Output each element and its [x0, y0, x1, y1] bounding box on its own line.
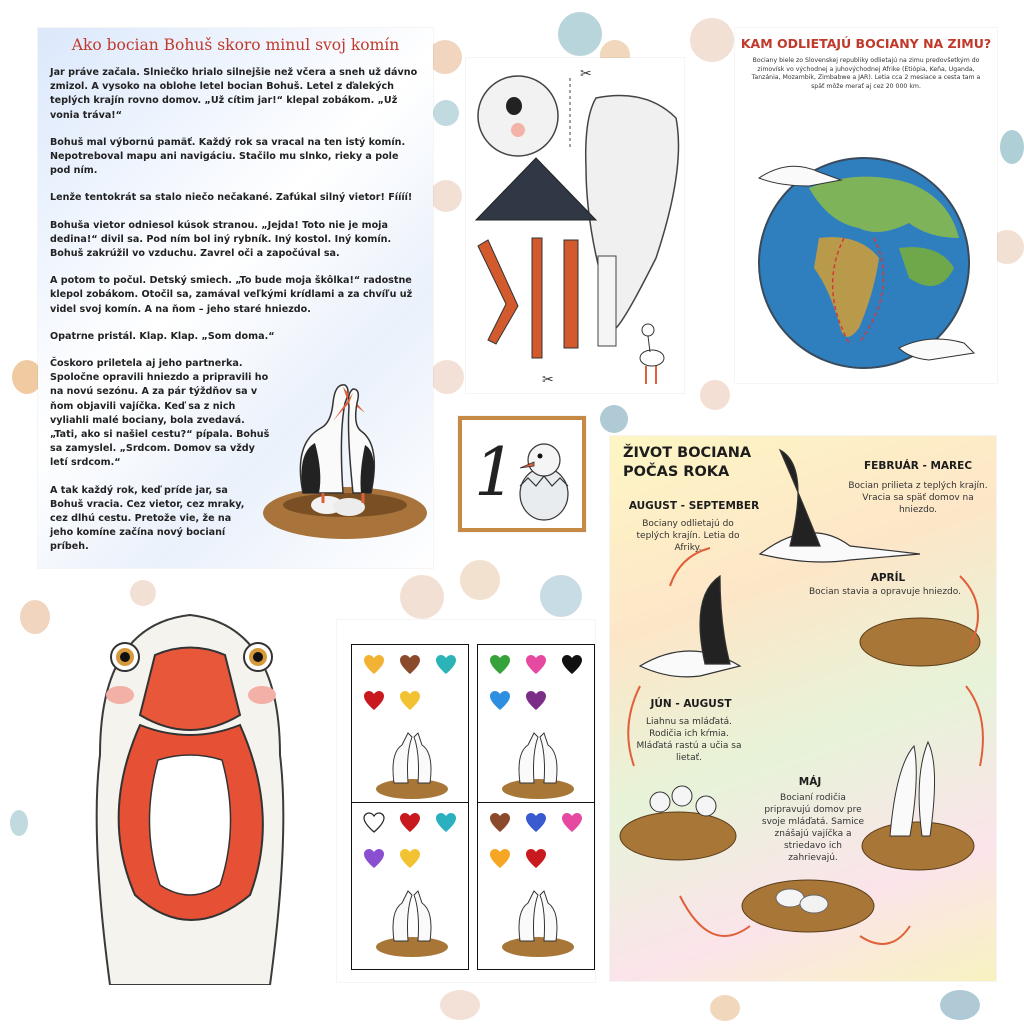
stork-head-mask — [40, 585, 340, 985]
stage-text: Bociany odlietajú do teplých krajín. Letia do Afriky. — [636, 519, 740, 553]
stork-nest-icon — [372, 881, 452, 961]
stork-head-illustration — [40, 585, 340, 985]
heart-icon — [398, 847, 422, 871]
stork-cutout-pieces — [466, 58, 684, 393]
heart-icon — [560, 811, 584, 835]
globe-title: KAM ODLIETAJÚ BOCIANY NA ZIMU? — [740, 36, 992, 51]
stork-couple-nest-illustration — [253, 373, 433, 543]
globe-description: Bociany biele zo Slovenskej republiky odlietajú na zimu predovšetkým do zimovísk vo východnej a juhovýchodnej Afrike (Etiópia, Keňa, Uganda, Tanzánia, Mozambik, Zimbabwe a JAR). Letia cca 2 mesiace a cesta tam a späť môže merať aj cez 20 000 km. — [751, 57, 981, 90]
stork-nest-icon — [372, 723, 452, 803]
heart-icon — [362, 847, 386, 871]
nest-icon — [620, 812, 736, 860]
flying-stork-icon — [760, 450, 920, 562]
stage-text: Bocianí rodičia pripravujú domov pre svoje mláďatá. Samice znášajú vajíčka a striedavo ich zahrievajú. — [761, 793, 865, 863]
stage-text: Liahnu sa mláďatá. Rodičia ich kŕmia. Mláďatá rastú a učia sa lietať. — [636, 717, 742, 763]
heart-icon — [434, 811, 458, 835]
heart-icon — [524, 653, 548, 677]
globe-map-illustration — [749, 128, 989, 378]
heart-icon — [434, 653, 458, 677]
chick-in-egg-icon — [512, 430, 576, 522]
flying-stork-icon — [640, 576, 740, 677]
life-title-line-1: ŽIVOT BOCIANA — [623, 445, 752, 461]
number-card — [458, 416, 586, 532]
heart-card — [351, 644, 469, 812]
heart-icon — [488, 653, 512, 677]
heart-card — [477, 802, 595, 970]
stork-nest-icon — [498, 881, 578, 961]
heart-icon — [398, 653, 422, 677]
story-paragraph: Lenže tentokrát sa stalo niečo nečakané. Zafúkal silný vietor! Fíííí! — [50, 192, 413, 204]
story-title: Ako bocian Bohuš skoro minul svoj komín — [71, 36, 400, 54]
migration-globe-page — [735, 28, 997, 383]
card-number: 1 — [474, 434, 516, 511]
life-cycle-illustration — [610, 436, 996, 981]
stage-heading: AUGUST - SEPTEMBER — [628, 500, 760, 512]
svg-text:✂: ✂ — [580, 66, 592, 82]
heart-icon — [524, 811, 548, 835]
story-paragraph: Bohuša vietor odniesol kúsok stranou. „Jejda! Toto nie je moja dedina!“ divil sa. Pod ním bol iný rybník. Iný kostol. Iný komín. Bohuš zakrúžil vo vzduchu. Zavrel oči a započúval sa. — [50, 219, 392, 260]
story-paragraph: Jar práve začala. Slniečko hrialo silnejšie než včera a sneh už dávno zmizol. A vysoko na oblohe letel bocian Bohuš. Letel z ďalekých teplých krajín rovno domov. „Už cítim jar!“ klepal zobákom. „Už vonia tráva!“ — [50, 67, 418, 121]
heart-icon — [362, 811, 386, 835]
heart-icon — [398, 689, 422, 713]
stork-life-cycle-page — [610, 436, 996, 981]
stork-nest-icon — [498, 723, 578, 803]
heart-icon — [398, 811, 422, 835]
heart-icon — [362, 653, 386, 677]
heart-icon — [488, 689, 512, 713]
story-paragraph: A tak každý rok, keď príde jar, sa Bohuš vracia. Cez vietor, cez mraky, cez dlhú cestu. Pretože vie, že na jeho komíne začína nový bocianí príbeh. — [50, 484, 245, 553]
stage-heading: FEBRUÁR - MAREC — [863, 460, 973, 472]
story-paragraph: Čoskoro priletela aj jeho partnerka. Spoločne opravili hniezdo a pripravili ho na novú sezónu. A za pár týždňov sa v ňom objavili vajíčka. Keď sa z nich vyliahli malé bociany, bola zvedavá. „Tati, ako si našiel cestu?“ pípala. Bohuš sa zamyslel. „Srdcom. Domov sa vždy letí srdcom.“ — [50, 358, 270, 469]
cutout-template-page — [466, 58, 684, 393]
story-paragraph: Bohuš mal výbornú pamäť. Každý rok sa vracal na ten istý komín. Nepotreboval mapu ani navigáciu. Stačilo mu slnko, rieky a pole pod ním. — [50, 136, 406, 177]
story-paragraph: A potom to počul. Detský smiech. „To bude moja škôlka!“ radostne klepol zobákom. Otočil sa, zamával veľkými krídlami a za chvíľu už videl svoj komín. A na ňom – jeho staré hniezdo. — [50, 275, 413, 315]
story-paragraph: Opatrne pristál. Klap. Klap. „Som doma.“ — [50, 330, 275, 342]
svg-text:✂: ✂ — [542, 372, 554, 388]
heart-icon — [560, 653, 584, 677]
heart-icon — [362, 689, 386, 713]
stage-heading: APRÍL — [870, 572, 906, 584]
stage-heading: JÚN - AUGUST — [650, 698, 732, 710]
stage-text: Bocian stavia a opravuje hniezdo. — [809, 587, 961, 597]
heart-icon — [488, 847, 512, 871]
heart-card — [477, 644, 595, 812]
heart-card — [351, 802, 469, 970]
nest-icon — [862, 822, 974, 870]
heart-icon — [524, 689, 548, 713]
stage-text: Bocian prilieta z teplých krajín. Vracia sa späť domov na hniezdo. — [848, 481, 988, 515]
hearts-color-cards-page — [337, 620, 595, 982]
nest-icon — [860, 618, 980, 666]
life-title-line-2: POČAS ROKA — [623, 464, 730, 480]
stage-heading: MÁJ — [798, 776, 822, 788]
heart-icon — [524, 847, 548, 871]
story-page — [38, 28, 433, 568]
heart-icon — [488, 811, 512, 835]
